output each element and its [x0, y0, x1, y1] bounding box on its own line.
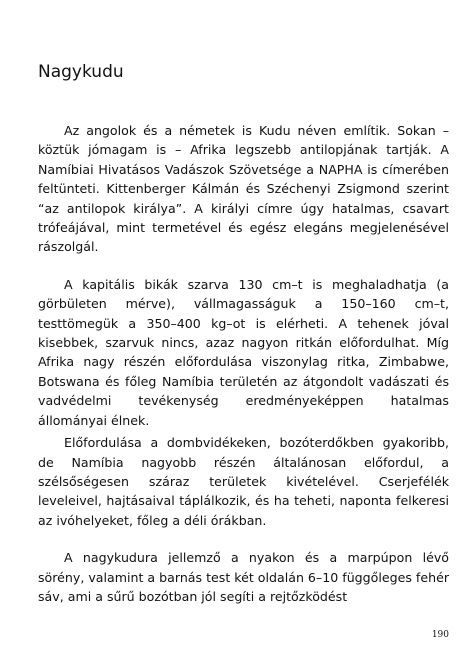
- body-text: [38, 121, 449, 606]
- page-number: 190: [431, 630, 449, 640]
- paragraph-4: A nagykudura jellemző a nyakon és a marpúpon lévő sörény, valamint a barnás test két oldalán 6–10 függőleges fehér sáv, ami a sűrű bozótban jól segíti a rejtőzködést: [38, 550, 450, 604]
- paragraph-3: Előfordulása a dombvidékeken, bozóterdőkben gyakoribb, de Namíbia nagyobb részén általánosan előfordul, a szélsőségesen száraz területek kivételével. Cserjefélék leveleivel, hajtásaival táplálkozik, és ha teheti, naponta felkeresi az ivóhelyeket, főleg a déli órákban.: [38, 435, 449, 528]
- paragraph-1: Az angolok és a németek is Kudu néven említik. Sokan – köztük jómagam is – Afrika legszebb antilopjának tartják. A Namíbiai Hivatásos Vadászok Szövetsége a NAPHA is címerében feltünteti. Kittenberger Kálmán és Széchenyi Zsigmond szerint “az antilopok királya”. A királyi címre úgy hatalmas, csavart trófeájával, mint termetével és egész elegáns megjelenésével rászolgál.: [38, 123, 449, 255]
- paragraph-2: A kapitális bikák szarva 130 cm–t is meghaladhatja (a görbületen mérve), vállmagasságuk a 150–160 cm–t, testtömegük a 350–400 kg–ot is elérheti. A tehenek jóval kisebbek, szarvuk nincs, azaz nagyon ritkán előfordulhat. Míg Afrika nagy részén előfordulása viszonylag ritka, Zimbabwe, Botswana és főleg Namíbia területén az átgondolt vadászati és vadvédelmi tevékenység eredményeképpen hatalmas állományai élnek.: [38, 276, 449, 428]
- page-title: Nagykudu: [38, 62, 124, 82]
